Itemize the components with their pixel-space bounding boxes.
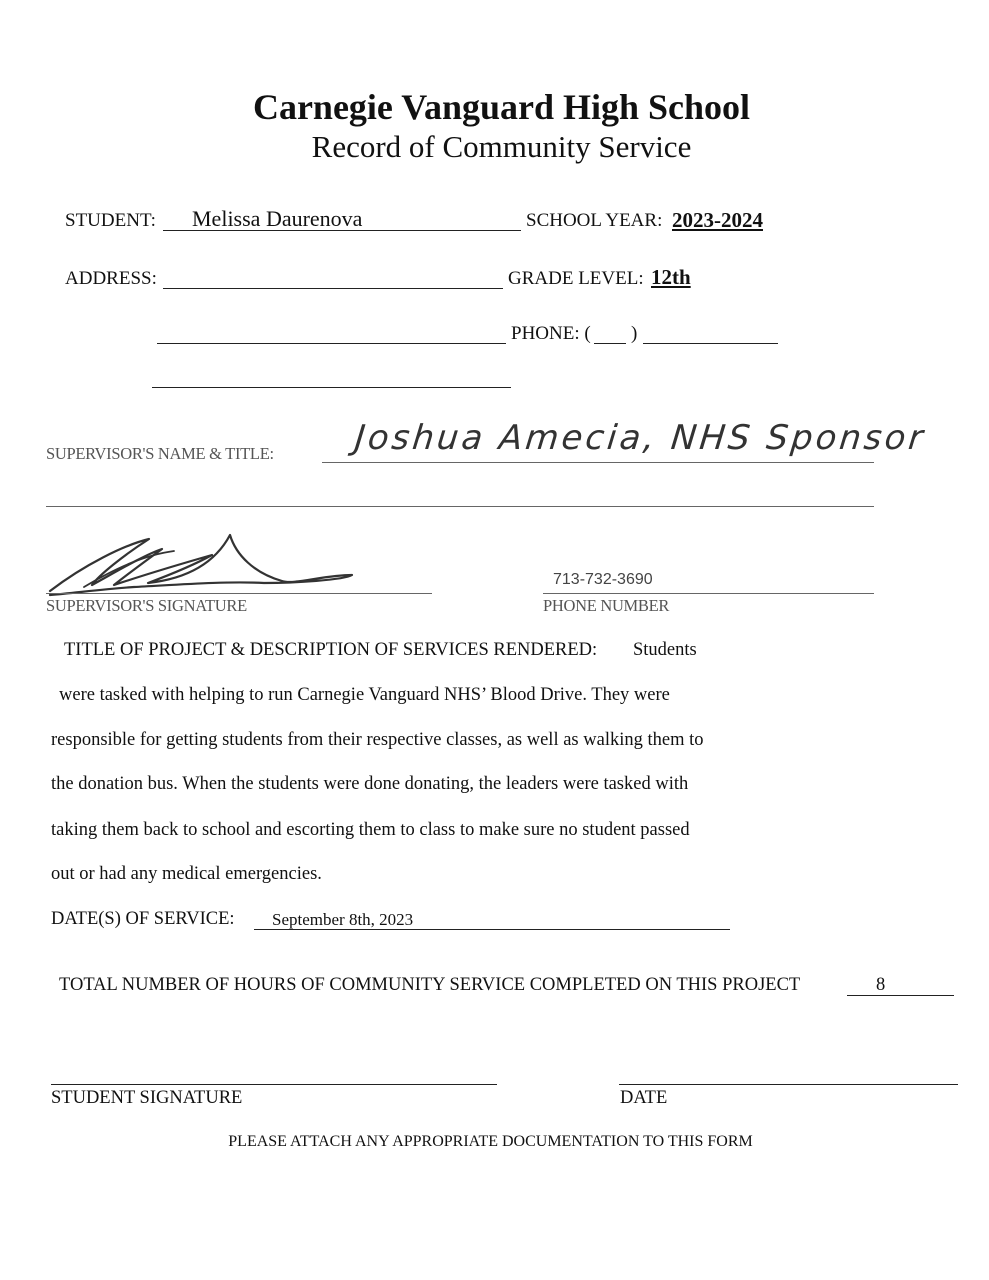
total-hours-line[interactable] <box>847 995 954 996</box>
form-title: Record of Community Service <box>311 129 692 164</box>
supervisor-title-line-2[interactable] <box>46 506 874 507</box>
phone-area-code-line[interactable] <box>594 343 626 344</box>
address-line-1[interactable] <box>163 288 503 289</box>
student-signature-line[interactable] <box>51 1084 497 1085</box>
supervisor-phone-line[interactable] <box>543 593 874 594</box>
school-year-label: SCHOOL YEAR: <box>526 210 663 231</box>
supervisor-signature-label: SUPERVISOR'S SIGNATURE <box>46 596 247 615</box>
student-label: STUDENT: <box>65 210 156 231</box>
school-name: Carnegie Vanguard High School <box>252 87 751 127</box>
total-hours-value: 8 <box>876 975 886 995</box>
dates-of-service-label: DATE(S) OF SERVICE: <box>51 909 235 929</box>
student-signature-label: STUDENT SIGNATURE <box>51 1088 243 1108</box>
attach-documentation-note: PLEASE ATTACH ANY APPROPRIATE DOCUMENTATION TO THIS FORM <box>228 1133 753 1150</box>
phone-number-line[interactable] <box>643 343 778 344</box>
project-description-line: Students <box>633 640 697 660</box>
address-label: ADDRESS: <box>65 268 157 289</box>
dates-of-service-value: September 8th, 2023 <box>272 910 414 929</box>
project-description-line: responsible for getting students from their respective classes, as well as walking them to <box>51 730 704 750</box>
project-description-label: TITLE OF PROJECT & DESCRIPTION OF SERVICES RENDERED: <box>64 640 598 660</box>
school-year-value: 2023-2024 <box>672 208 763 232</box>
student-name-value: Melissa Daurenova <box>192 206 363 231</box>
supervisor-name-label: SUPERVISOR'S NAME & TITLE: <box>46 444 274 463</box>
total-hours-label: TOTAL NUMBER OF HOURS OF COMMUNITY SERVICE COMPLETED ON THIS PROJECT <box>59 975 801 995</box>
phone-label: PHONE: ( <box>511 323 591 344</box>
phone-paren-close: ) <box>631 323 638 344</box>
supervisor-name-handwritten: Joshua Amecia, NHS Sponsor <box>352 418 928 458</box>
address-line-2[interactable] <box>157 343 506 344</box>
project-description-line: the donation bus. When the students were done donating, the leaders were tasked with <box>51 774 689 794</box>
project-description-line: taking them back to school and escorting them to class to make sure no student passed <box>51 820 690 840</box>
grade-level-value: 12th <box>651 265 691 289</box>
project-description-line: were tasked with helping to run Carnegie Vanguard NHS’ Blood Drive. They were <box>59 685 670 705</box>
project-description-line: out or had any medical emergencies. <box>51 864 322 884</box>
supervisor-signature-line[interactable] <box>46 593 432 594</box>
supervisor-phone-label: PHONE NUMBER <box>543 596 670 615</box>
date-line[interactable] <box>619 1084 958 1085</box>
supervisor-name-line[interactable] <box>322 462 874 463</box>
date-label: DATE <box>620 1088 668 1108</box>
address-line-3[interactable] <box>152 387 511 388</box>
supervisor-phone-value: 713-732-3690 <box>553 571 653 588</box>
grade-level-label: GRADE LEVEL: <box>508 268 644 289</box>
